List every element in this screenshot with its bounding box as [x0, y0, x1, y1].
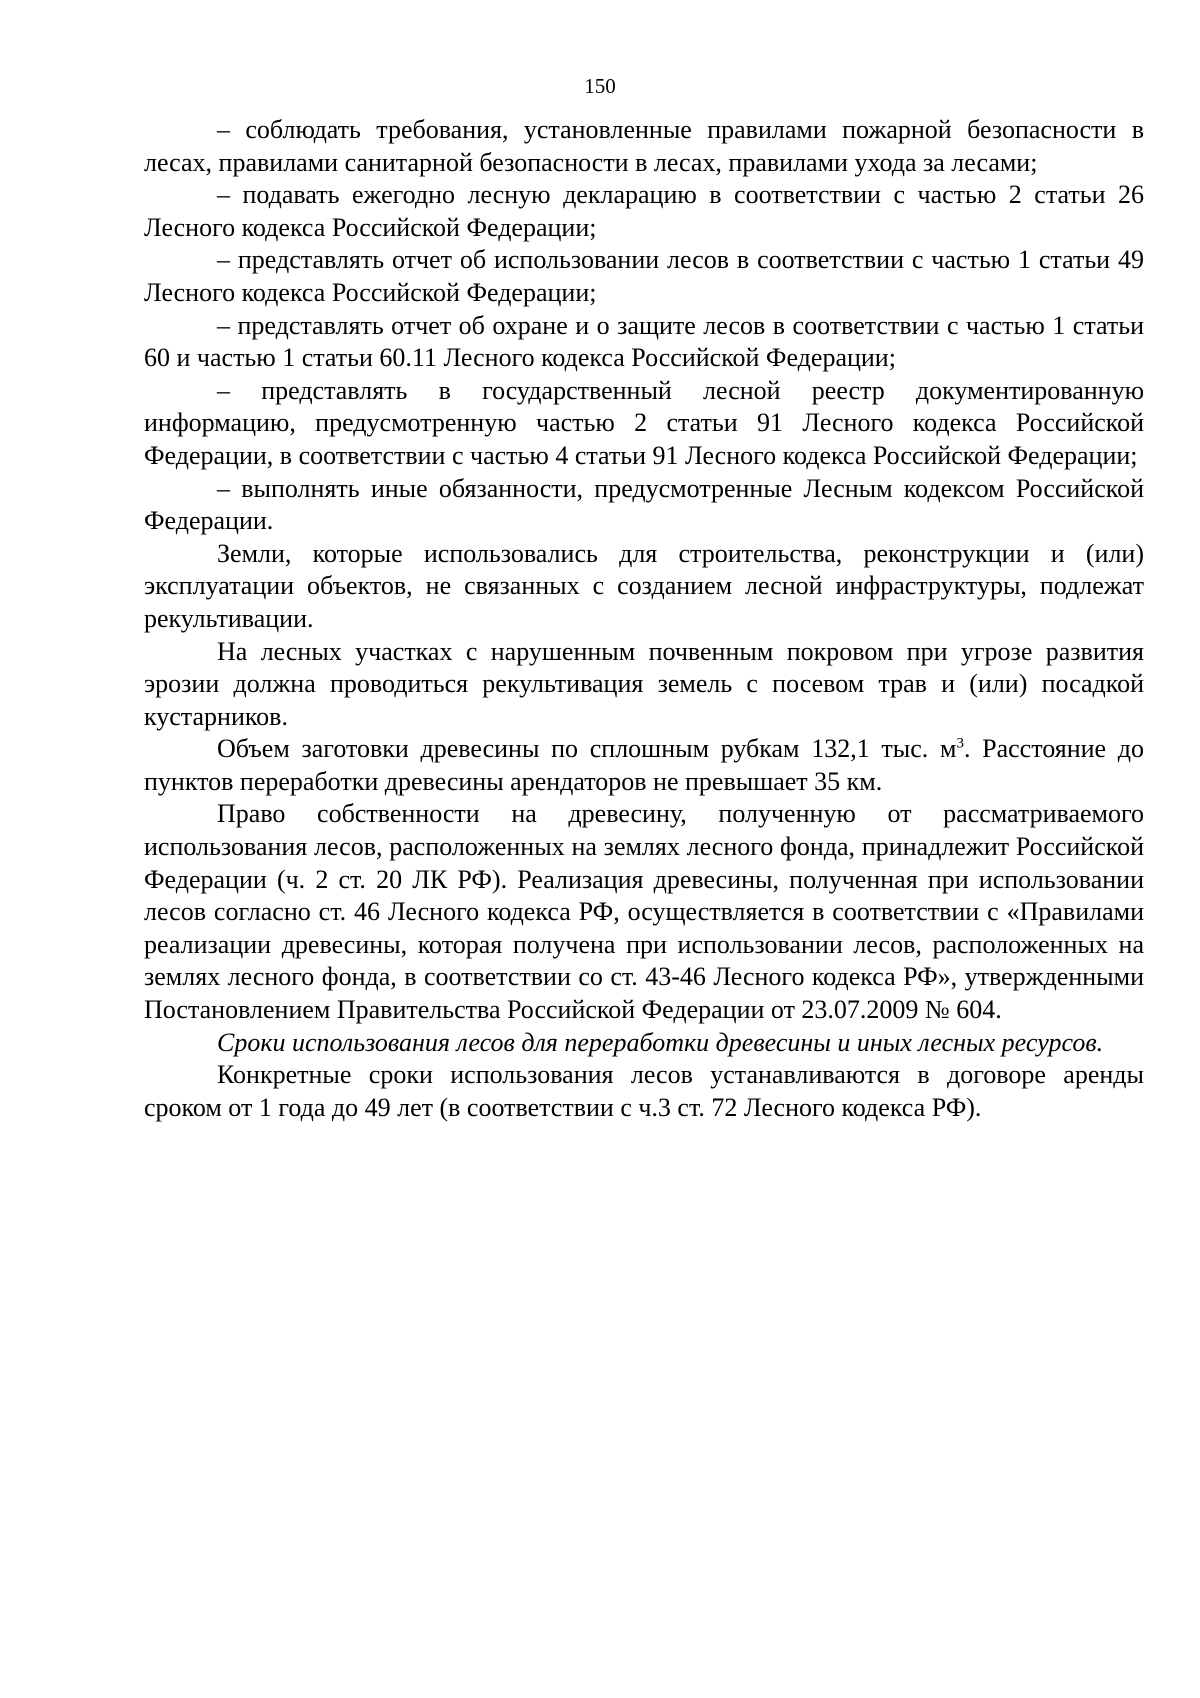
cubic-superscript: 3: [956, 735, 964, 752]
obligation-forest-declaration: – подавать ежегодно лесную декларацию в соответствии с частью 2 статьи 26 Лесного кодекса Российской Федерации;: [144, 180, 1144, 242]
harvest-distance-text: . Расстояние до пунктов переработки древесины арендаторов не превышает 35 км.: [144, 734, 1144, 796]
page-body: [144, 114, 1144, 1124]
section-heading-usage-terms: Сроки использования лесов для переработки древесины и иных лесных ресурсов.: [217, 1027, 1104, 1057]
paragraph-lease-terms: Конкретные сроки использования лесов устанавливаются в договоре аренды сроком от 1 года до 49 лет (в соответствии с ч.3 ст. 72 Лесного кодекса РФ).: [144, 1060, 1144, 1122]
obligation-fire-safety: – соблюдать требования, установленные правилами пожарной безопасности в лесах, правилами санитарной безопасности в лесах, правилами ухода за лесами;: [144, 115, 1144, 177]
obligation-other-duties: – выполнять иные обязанности, предусмотренные Лесным кодексом Российской Федерации.: [144, 473, 1144, 536]
obligation-forest-registry: – представлять в государственный лесной реестр документированную информацию, предусмотренную частью 2 статьи 91 Лесного кодекса Российской Федерации, в соответствии с частью 4 статьи 91 Лесного кодекса Российской Федерации;: [144, 375, 1144, 470]
paragraph-erosion-recultivation: На лесных участках с нарушенным почвенным покровом при угрозе развития эрозии должна проводиться рекультивация земель с посевом трав и (или) посадкой кустарников.: [144, 636, 1144, 731]
paragraph-land-recultivation: Земли, которые использовались для строительства, реконструкции и (или) эксплуатации объектов, не связанных с созданием лесной инфраструктуры, подлежат рекультивации.: [144, 538, 1144, 633]
paragraph-timber-ownership: Право собственности на древесину, полученную от рассматриваемого использования лесов, расположенных на землях лесного фонда, принадлежит Российской Федерации (ч. 2 ст. 20 ЛК РФ). Реализация древесины, полученная при использовании лесов согласно ст. 46 Лесного кодекса РФ, осуществляется в соответствии с «Правилами реализации древесины, которая получена при использовании лесов, расположенных на землях лесного фонда, в соответствии со ст. 43-46 Лесного кодекса РФ», утвержденными Постановлением Правительства Российской Федерации от 23.07.2009 № 604.: [144, 799, 1144, 1025]
page-number: 150: [584, 74, 616, 98]
obligation-use-report: – представлять отчет об использовании лесов в соответствии с частью 1 статьи 49 Лесного кодекса Российской Федерации;: [144, 245, 1144, 307]
paragraph-harvest-volume: [144, 733, 1144, 798]
obligation-protection-report: – представлять отчет об охране и о защите лесов в соответствии с частью 1 статьи 60 и частью 1 статьи 60.11 Лесного кодекса Российской Федерации;: [144, 310, 1144, 373]
harvest-volume-text: Объем заготовки древесины по сплошным рубкам 132,1 тыс. м: [217, 734, 957, 764]
